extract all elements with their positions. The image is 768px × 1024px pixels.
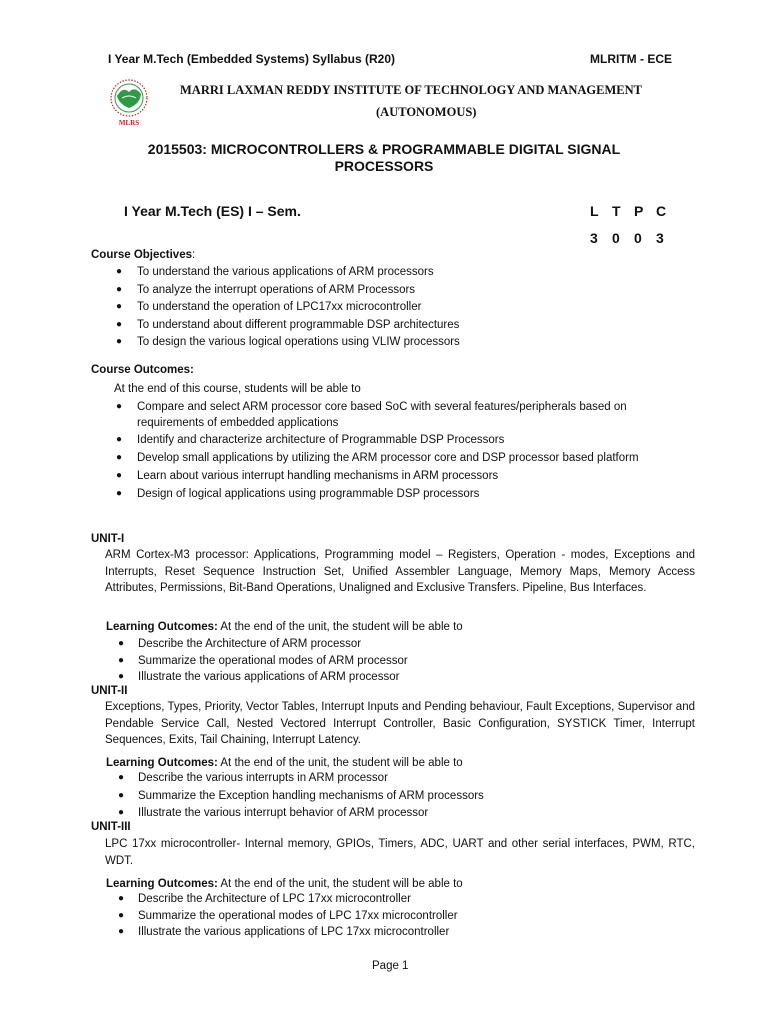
ltpc-label-t: T	[612, 203, 621, 219]
unit2-lo-text: At the end of the unit, the student will be able to	[217, 757, 463, 769]
unit2-body: Exceptions, Types, Priority, Vector Tables, Interrupt Inputs and Pending behaviour, Fault Exceptions, Supervisor and Pendable Service Call, Nested Vectored Interrupt Controller, Basic Configuration, SYSTICK Timer, Interrupt Sequences, Exits, Tail Chaining, Interrupt Latency.	[105, 701, 695, 746]
semester-label: I Year M.Tech (ES) I – Sem.	[124, 203, 301, 219]
list-item: ● To understand the operation of LPC17xx microcontroller	[116, 299, 716, 316]
course-title-line2: PROCESSORS	[334, 158, 434, 174]
unit1-heading: UNIT-I	[91, 533, 125, 545]
list-item: ● To design the various logical operations using VLIW processors	[116, 334, 716, 351]
ltpc-labels	[590, 203, 678, 219]
unit3-lo-label: Learning Outcomes:	[106, 878, 218, 890]
objectives-heading-text: Course Objectives	[91, 249, 192, 261]
objectives-heading	[91, 247, 195, 264]
bullet-icon: ●	[118, 909, 125, 921]
list-item: ● To analyze the interrupt operations of ARM Processors	[116, 282, 716, 299]
bullet-icon: ●	[118, 893, 125, 904]
bullet-icon: ●	[118, 654, 125, 666]
ltpc-value-l: 3	[590, 230, 598, 246]
bullet-icon: ●	[118, 807, 125, 818]
list-item: ● Summarize the operational modes of ARM processor	[118, 653, 678, 670]
institute-name: MARRI LAXMAN REDDY INSTITUTE OF TECHNOLOGY AND MANAGEMENT	[180, 83, 642, 97]
outcomes-heading: Course Outcomes:	[91, 364, 194, 376]
list-item: ● Summarize the operational modes of LPC 17xx microcontroller	[118, 908, 678, 925]
page-number: Page 1	[372, 960, 409, 972]
bullet-icon: ●	[118, 789, 125, 801]
objectives-colon: :	[191, 249, 196, 261]
bullet-icon: ●	[116, 434, 123, 445]
list-item: ● Summarize the Exception handling mechanisms of ARM processors	[118, 788, 678, 805]
list-item: ● Illustrate the various applications of ARM processor	[118, 669, 678, 686]
objectives-list	[116, 264, 716, 352]
bullet-icon: ●	[118, 638, 125, 649]
bullet-icon: ●	[116, 336, 123, 347]
list-item: ● Develop small applications by utilizing the ARM processor core and DSP processor based platform	[116, 451, 639, 464]
unit3-lo-text: At the end of the unit, the student will be able to	[217, 878, 463, 890]
institute-logo	[96, 76, 162, 128]
bullet-icon: ●	[116, 266, 123, 277]
bullet-icon: ●	[116, 451, 123, 463]
ltpc-value-t: 0	[612, 230, 620, 246]
ltpc-value-p: 0	[634, 230, 642, 246]
logo-text: MLRS	[118, 119, 140, 127]
list-item: ● Illustrate the various interrupt behavior of ARM processor	[118, 805, 678, 822]
bullet-icon: ●	[116, 301, 123, 312]
list-item: ● Describe the various interrupts in ARM processor	[118, 770, 678, 787]
bullet-icon: ●	[118, 671, 125, 682]
bullet-icon: ●	[116, 401, 123, 412]
unit1-body: ARM Cortex-M3 processor: Applications, Programming model – Registers, Operation - modes, Exceptions and Interrupts, Reset Sequence Instruction Set, Unified Assembler Language, Memory Maps, Memory Access Attributes, Permissions, Bit-Band Operations, Unaligned and Exclusive Transfers. Pipeline, Bus Interfaces.	[105, 549, 695, 594]
bullet-icon: ●	[116, 469, 123, 481]
bullet-icon: ●	[116, 318, 123, 330]
list-item: ● Describe the Architecture of ARM processor	[118, 636, 678, 653]
list-item: ● To understand about different programmable DSP architectures	[116, 317, 716, 334]
unit2-heading: UNIT-II	[91, 685, 128, 697]
course-title-line1: 2015503: MICROCONTROLLERS & PROGRAMMABLE DIGITAL SIGNAL	[147, 141, 621, 157]
list-item: ● Illustrate the various applications of LPC 17xx microcontroller	[118, 924, 678, 941]
unit2-lo-label: Learning Outcomes:	[106, 757, 218, 769]
list-item: ● To understand the various applications of ARM processors	[116, 264, 716, 281]
institute-status: (AUTONOMOUS)	[376, 105, 477, 119]
bullet-icon: ●	[118, 926, 125, 937]
unit3-heading: UNIT-III	[91, 821, 131, 833]
outcomes-list	[116, 399, 696, 503]
list-item: ● Learn about various interrupt handling mechanisms in ARM processors	[116, 468, 696, 485]
ltpc-label-p: P	[634, 203, 644, 219]
ltpc-label-l: L	[590, 203, 599, 219]
unit1-learning-outcomes	[106, 619, 463, 636]
unit3-outcomes-list	[118, 891, 678, 941]
unit2-outcomes-list	[118, 770, 678, 822]
unit3-body: LPC 17xx microcontroller- Internal memory, GPIOs, Timers, ADC, UART and other serial interfaces, PWM, RTC, WDT.	[105, 838, 695, 867]
list-item: ● Describe the Architecture of LPC 17xx microcontroller	[118, 891, 678, 908]
unit1-lo-text: At the end of the unit, the student will be able to	[217, 621, 463, 633]
header-left: I Year M.Tech (Embedded Systems) Syllabus (R20)	[108, 52, 395, 66]
unit1-lo-label: Learning Outcomes:	[106, 621, 218, 633]
ltpc-label-c: C	[656, 203, 667, 219]
ltpc-values	[590, 230, 678, 246]
header-right: MLRITM - ECE	[590, 52, 672, 66]
bullet-icon: ●	[118, 772, 125, 783]
outcomes-intro: At the end of this course, students will be able to	[114, 383, 361, 395]
list-item: ● Compare and select ARM processor core based SoC with several features/peripherals based on requirements of embedded applications	[116, 401, 627, 429]
unit1-outcomes-list	[118, 636, 678, 686]
course-title	[90, 141, 678, 175]
list-item: ● Identify and characterize architecture of Programmable DSP Processors	[116, 432, 696, 449]
list-item: ● Design of logical applications using programmable DSP processors	[116, 486, 696, 503]
bullet-icon: ●	[116, 488, 123, 499]
bullet-icon: ●	[116, 283, 123, 295]
ltpc-value-c: 3	[656, 230, 664, 246]
